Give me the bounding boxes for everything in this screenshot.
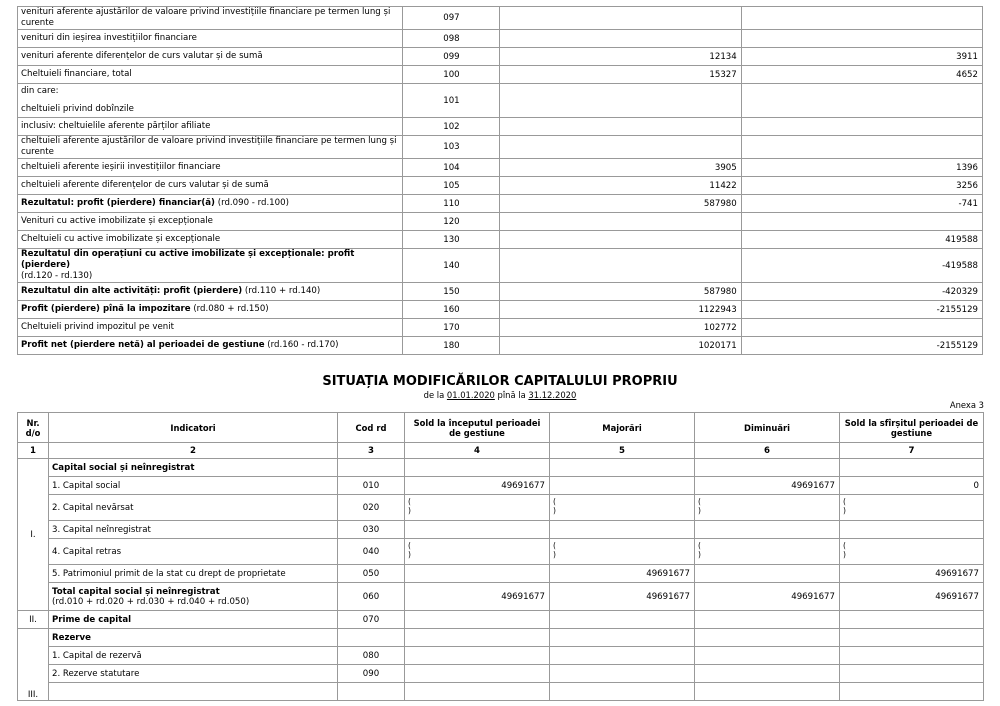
row-label-text: venituri aferente diferențelor de curs valutar și de sumă bbox=[21, 51, 263, 61]
row-value-previous: -419588 bbox=[741, 249, 982, 283]
paren-value-cell bbox=[695, 539, 840, 565]
table-row bbox=[18, 213, 983, 231]
row-label bbox=[18, 283, 403, 301]
row-label bbox=[18, 249, 403, 283]
equity-statement-title: SITUAȚIA MODIFICĂRILOR CAPITALULUI PROPRIU bbox=[322, 374, 678, 389]
row-value-c5: 49691677 bbox=[550, 565, 695, 583]
row-value-current: 3905 bbox=[500, 159, 741, 177]
empty-cell bbox=[840, 629, 984, 647]
empty-cell bbox=[405, 629, 550, 647]
table-row bbox=[18, 495, 984, 521]
row-label-bold: Rezultatul din operațiuni cu active imobilizate și excepționale: profit (pierdere) bbox=[21, 249, 355, 270]
row-value-current bbox=[500, 136, 741, 159]
row-label bbox=[18, 7, 403, 30]
row-value-previous bbox=[741, 118, 982, 136]
row-value-c5 bbox=[550, 521, 695, 539]
paren-open: ( bbox=[843, 541, 846, 550]
row-code: 140 bbox=[403, 249, 500, 283]
table-row bbox=[18, 84, 983, 118]
paren-close: ) bbox=[698, 550, 701, 559]
row-label-text: inclusiv: cheltuielile aferente părților afiliate bbox=[21, 121, 211, 131]
empty-cell bbox=[550, 459, 695, 477]
table-row bbox=[18, 301, 983, 319]
row-code: 020 bbox=[338, 495, 405, 521]
row-label: 1. Capital de rezervă bbox=[49, 647, 338, 665]
row-code: 060 bbox=[338, 583, 405, 611]
reporting-period bbox=[0, 390, 1000, 400]
group-title: Capital social și neînregistrat bbox=[49, 459, 338, 477]
row-value-current: 1020171 bbox=[500, 337, 741, 355]
row-label-text: Cheltuieli cu active imobilizate și excepționale bbox=[21, 234, 221, 244]
paren-open: ( bbox=[698, 541, 701, 550]
row-code: 104 bbox=[403, 159, 500, 177]
annex-label: Anexa 3 bbox=[949, 400, 984, 410]
row-value-current bbox=[500, 231, 741, 249]
paren-value-cell bbox=[840, 539, 984, 565]
empty-cell bbox=[550, 665, 695, 683]
total-value: 49691677 bbox=[695, 583, 840, 611]
row-value-previous: 419588 bbox=[741, 231, 982, 249]
period-start: 01.01.2020 bbox=[446, 390, 495, 400]
empty-cell bbox=[840, 647, 984, 665]
row-value-previous bbox=[741, 84, 982, 118]
row-label: 1. Capital social bbox=[49, 477, 338, 495]
row-value-c7 bbox=[840, 521, 984, 539]
group-title: Prime de capital bbox=[49, 611, 338, 629]
empty-cell bbox=[840, 683, 984, 701]
header-end-balance: Sold la sfîrșitul perioadei de gestiune bbox=[840, 413, 984, 443]
row-code: 010 bbox=[338, 477, 405, 495]
row-code: 180 bbox=[403, 337, 500, 355]
empty-cell bbox=[550, 683, 695, 701]
paren-value-cell bbox=[840, 495, 984, 521]
empty-cell bbox=[695, 647, 840, 665]
row-value-c6 bbox=[695, 565, 840, 583]
empty-cell bbox=[405, 647, 550, 665]
empty-cell bbox=[405, 665, 550, 683]
table-row bbox=[18, 683, 984, 701]
row-label-text: (rd.160 - rd.170) bbox=[264, 340, 339, 350]
paren-close: ) bbox=[408, 550, 411, 559]
row-code: 097 bbox=[403, 7, 500, 30]
row-value-current: 11422 bbox=[500, 177, 741, 195]
paren-close: ) bbox=[843, 506, 846, 515]
column-number: 2 bbox=[49, 443, 338, 459]
row-value-c4 bbox=[405, 521, 550, 539]
column-number: 7 bbox=[840, 443, 984, 459]
table-row bbox=[18, 195, 983, 213]
row-label bbox=[18, 301, 403, 319]
empty-cell bbox=[695, 629, 840, 647]
empty-cell bbox=[695, 665, 840, 683]
total-label bbox=[49, 583, 338, 611]
column-number: 6 bbox=[695, 443, 840, 459]
row-label-text: Cheltuieli privind impozitul pe venit bbox=[21, 322, 174, 332]
row-value-current bbox=[500, 118, 741, 136]
table-row bbox=[18, 665, 984, 683]
row-code: 100 bbox=[403, 66, 500, 84]
table-row bbox=[18, 159, 983, 177]
row-label-bold: Rezultatul din alte activități: profit (pierdere) bbox=[21, 286, 243, 296]
empty-cell bbox=[840, 665, 984, 683]
header-nr: Nr. d/o bbox=[18, 413, 49, 443]
row-code: 098 bbox=[403, 30, 500, 48]
table-row bbox=[18, 7, 983, 30]
table-row bbox=[18, 136, 983, 159]
row-label bbox=[18, 177, 403, 195]
empty-cell bbox=[338, 683, 405, 701]
row-label bbox=[18, 30, 403, 48]
group-title-row bbox=[18, 459, 984, 477]
empty-cell bbox=[695, 459, 840, 477]
row-code: 130 bbox=[403, 231, 500, 249]
table-row bbox=[18, 231, 983, 249]
row-label: 2. Rezerve statutare bbox=[49, 665, 338, 683]
period-end: 31.12.2020 bbox=[528, 390, 577, 400]
row-value-current bbox=[500, 213, 741, 231]
period-prefix: de la bbox=[423, 390, 447, 400]
total-value: 49691677 bbox=[840, 583, 984, 611]
paren-close: ) bbox=[553, 506, 556, 515]
paren-close: ) bbox=[553, 550, 556, 559]
row-code: 105 bbox=[403, 177, 500, 195]
row-code: 101 bbox=[403, 84, 500, 118]
row-value-current: 1122943 bbox=[500, 301, 741, 319]
total-row bbox=[18, 583, 984, 611]
row-label-text2: (rd.120 - rd.130) bbox=[21, 271, 93, 281]
row-code: 070 bbox=[338, 611, 405, 629]
row-label bbox=[18, 118, 403, 136]
spacer bbox=[21, 97, 399, 104]
paren-value-cell bbox=[695, 495, 840, 521]
paren-open: ( bbox=[553, 541, 556, 550]
row-value-current bbox=[500, 30, 741, 48]
row-value-current: 15327 bbox=[500, 66, 741, 84]
group-number: II. bbox=[18, 611, 49, 629]
empty-cell bbox=[840, 459, 984, 477]
empty-cell bbox=[550, 647, 695, 665]
empty-cell bbox=[695, 683, 840, 701]
row-label bbox=[18, 48, 403, 66]
row-label-text: (rd.090 - rd.100) bbox=[214, 198, 289, 208]
equity-changes-table bbox=[17, 412, 984, 701]
row-label bbox=[18, 159, 403, 177]
row-code: 150 bbox=[403, 283, 500, 301]
table-row bbox=[18, 118, 983, 136]
row-label bbox=[18, 84, 403, 118]
row-code: 090 bbox=[338, 665, 405, 683]
row-code: 050 bbox=[338, 565, 405, 583]
row-label-text: venituri aferente ajustărilor de valoare privind investițiile financiare pe termen lung și curente bbox=[21, 7, 391, 28]
group-title-row bbox=[18, 629, 984, 647]
paren-open: ( bbox=[698, 497, 701, 506]
column-number: 1 bbox=[18, 443, 49, 459]
period-middle: pînă la bbox=[494, 390, 529, 400]
table-row bbox=[18, 30, 983, 48]
row-code: 030 bbox=[338, 521, 405, 539]
total-value: 49691677 bbox=[550, 583, 695, 611]
empty-cell bbox=[405, 683, 550, 701]
table-row bbox=[18, 647, 984, 665]
row-label-text: Venituri cu active imobilizate și excepționale bbox=[21, 216, 213, 226]
row-value-previous: -741 bbox=[741, 195, 982, 213]
table-row bbox=[18, 521, 984, 539]
row-value-current bbox=[500, 84, 741, 118]
column-number-row bbox=[18, 443, 984, 459]
paren-value-cell bbox=[405, 539, 550, 565]
empty-cell bbox=[550, 629, 695, 647]
table-row bbox=[18, 249, 983, 283]
row-label: 5. Patrimoniul primit de la stat cu drept de proprietate bbox=[49, 565, 338, 583]
paren-close: ) bbox=[698, 506, 701, 515]
row-label bbox=[18, 337, 403, 355]
row-value-previous bbox=[741, 319, 982, 337]
empty-cell bbox=[405, 611, 550, 629]
row-label-text: Cheltuieli financiare, total bbox=[21, 69, 132, 79]
row-value-previous: -420329 bbox=[741, 283, 982, 301]
row-label bbox=[18, 136, 403, 159]
row-label bbox=[18, 319, 403, 337]
empty-cell bbox=[338, 459, 405, 477]
paren-value-cell bbox=[550, 495, 695, 521]
table-row bbox=[18, 66, 983, 84]
paren-close: ) bbox=[843, 550, 846, 559]
empty-cell bbox=[550, 611, 695, 629]
row-code: 160 bbox=[403, 301, 500, 319]
header-indicators: Indicatori bbox=[49, 413, 338, 443]
paren-open: ( bbox=[408, 497, 411, 506]
table-row bbox=[18, 337, 983, 355]
row-label: 2. Capital nevărsat bbox=[49, 495, 338, 521]
row-value-c6: 49691677 bbox=[695, 477, 840, 495]
group-number: I. bbox=[18, 459, 49, 611]
paren-value-cell bbox=[550, 539, 695, 565]
header-increase: Majorări bbox=[550, 413, 695, 443]
row-code: 099 bbox=[403, 48, 500, 66]
row-label-text: venituri din ieșirea investițiilor financiare bbox=[21, 33, 197, 43]
row-value-c6 bbox=[695, 521, 840, 539]
row-label-text: cheltuieli aferente diferențelor de curs valutar și de sumă bbox=[21, 180, 269, 190]
row-value-previous: 4652 bbox=[741, 66, 982, 84]
column-number: 3 bbox=[338, 443, 405, 459]
empty-cell bbox=[405, 459, 550, 477]
empty-cell bbox=[338, 629, 405, 647]
row-label: 3. Capital neînregistrat bbox=[49, 521, 338, 539]
row-label bbox=[18, 195, 403, 213]
paren-open: ( bbox=[553, 497, 556, 506]
row-label bbox=[18, 231, 403, 249]
row-code: 103 bbox=[403, 136, 500, 159]
row-value-previous: 3256 bbox=[741, 177, 982, 195]
paren-open: ( bbox=[408, 541, 411, 550]
row-code: 102 bbox=[403, 118, 500, 136]
row-code: 120 bbox=[403, 213, 500, 231]
column-number: 4 bbox=[405, 443, 550, 459]
header-decrease: Diminuări bbox=[695, 413, 840, 443]
row-value-previous bbox=[741, 30, 982, 48]
row-label-text2: cheltuieli privind dobînzile bbox=[21, 104, 134, 114]
row-value-current bbox=[500, 7, 741, 30]
financial-results-table bbox=[17, 6, 983, 355]
row-value-previous bbox=[741, 7, 982, 30]
row-label-bold: Rezultatul: profit (pierdere) financiar(ă) bbox=[21, 198, 215, 208]
paren-value-cell bbox=[405, 495, 550, 521]
row-value-previous: 3911 bbox=[741, 48, 982, 66]
empty-cell bbox=[49, 683, 338, 701]
table-row bbox=[18, 539, 984, 565]
row-label-text: (rd.110 + rd.140) bbox=[242, 286, 321, 296]
table-row bbox=[18, 477, 984, 495]
total-title: Total capital social și neînregistrat bbox=[52, 586, 220, 597]
table-row bbox=[18, 319, 983, 337]
row-value-current: 12134 bbox=[500, 48, 741, 66]
row-label bbox=[18, 66, 403, 84]
row-label-text: (rd.080 + rd.150) bbox=[190, 304, 269, 314]
header-start-balance: Sold la începutul perioadei de gestiune bbox=[405, 413, 550, 443]
row-value-c7: 0 bbox=[840, 477, 984, 495]
total-formula: (rd.010 + rd.020 + rd.030 + rd.040 + rd.050) bbox=[52, 596, 250, 607]
row-code: 080 bbox=[338, 647, 405, 665]
row-value-previous: 1396 bbox=[741, 159, 982, 177]
row-value-previous: -2155129 bbox=[741, 337, 982, 355]
row-value-previous bbox=[741, 213, 982, 231]
total-value: 49691677 bbox=[405, 583, 550, 611]
row-value-current: 587980 bbox=[500, 195, 741, 213]
row-value-c4: 49691677 bbox=[405, 477, 550, 495]
header-row bbox=[18, 413, 984, 443]
row-value-c4 bbox=[405, 565, 550, 583]
table-row bbox=[18, 48, 983, 66]
row-code: 170 bbox=[403, 319, 500, 337]
row-label bbox=[18, 213, 403, 231]
row-code: 040 bbox=[338, 539, 405, 565]
row-label-bold: Profit net (pierdere netă) al perioadei de gestiune bbox=[21, 340, 265, 350]
row-value-c5 bbox=[550, 477, 695, 495]
column-number: 5 bbox=[550, 443, 695, 459]
table-row bbox=[18, 283, 983, 301]
group-title: Rezerve bbox=[49, 629, 338, 647]
row-value-current: 102772 bbox=[500, 319, 741, 337]
paren-close: ) bbox=[408, 506, 411, 515]
row-label-text: cheltuieli aferente ieșirii investițiilor financiare bbox=[21, 162, 221, 172]
row-value-current: 587980 bbox=[500, 283, 741, 301]
row-code: 110 bbox=[403, 195, 500, 213]
group-number: III. bbox=[18, 629, 49, 701]
row-value-c7: 49691677 bbox=[840, 565, 984, 583]
row-value-current bbox=[500, 249, 741, 283]
row-label: 4. Capital retras bbox=[49, 539, 338, 565]
paren-open: ( bbox=[843, 497, 846, 506]
header-code: Cod rd bbox=[338, 413, 405, 443]
empty-cell bbox=[695, 611, 840, 629]
row-label-bold: Profit (pierdere) pînă la impozitare bbox=[21, 304, 191, 314]
row-label-text: din care: bbox=[21, 86, 59, 96]
group-title-row bbox=[18, 611, 984, 629]
empty-cell bbox=[840, 611, 984, 629]
row-label-text: cheltuieli aferente ajustărilor de valoare privind investițiile financiare pe termen lung și curente bbox=[21, 136, 397, 157]
table-row bbox=[18, 177, 983, 195]
row-value-previous: -2155129 bbox=[741, 301, 982, 319]
table-row bbox=[18, 565, 984, 583]
row-value-previous bbox=[741, 136, 982, 159]
